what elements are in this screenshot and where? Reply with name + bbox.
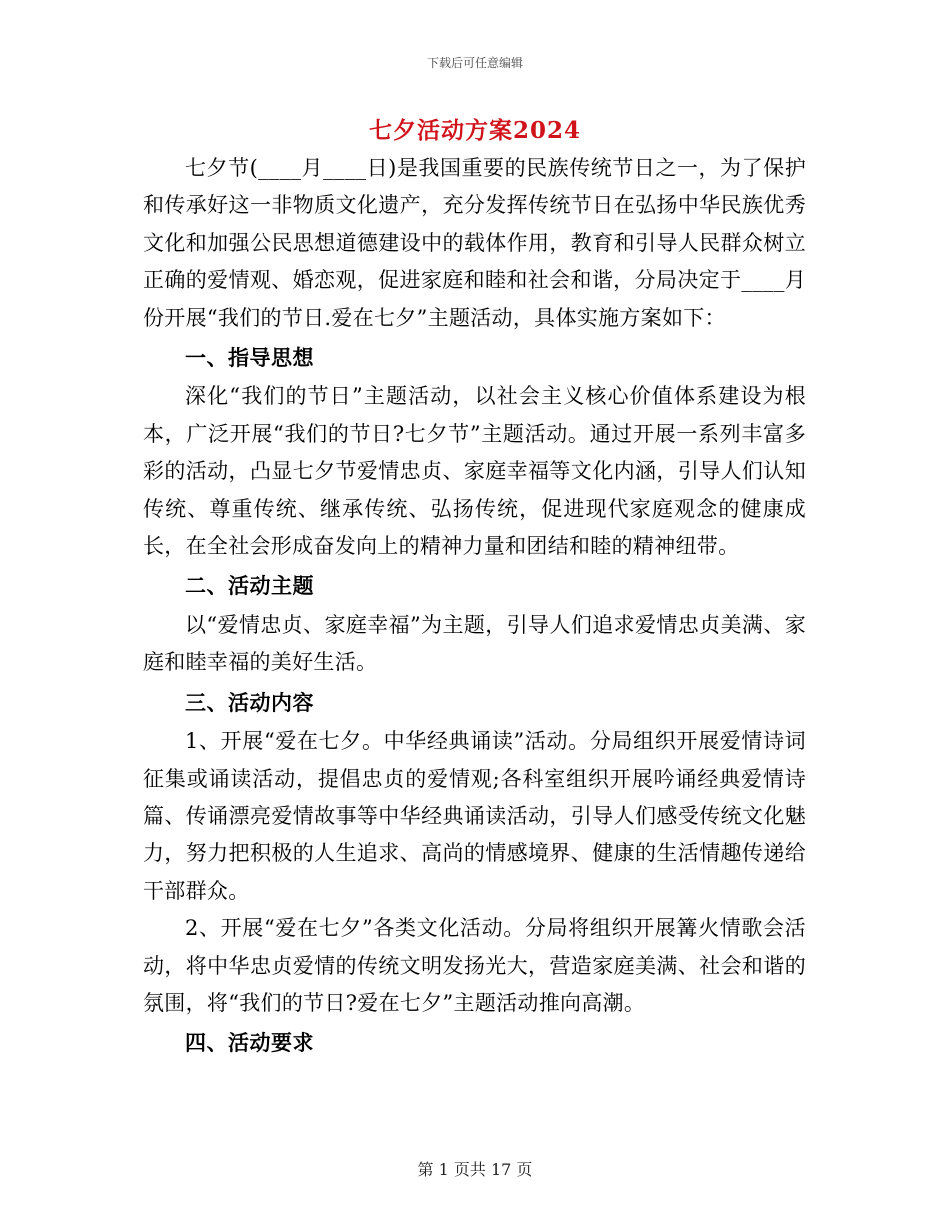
document-body — [143, 150, 806, 1064]
section-activity-theme — [143, 565, 806, 681]
document-title: 七夕活动方案2024 — [368, 117, 581, 144]
section-heading: 四、活动要求 — [185, 1030, 314, 1056]
section-heading: 三、活动内容 — [185, 689, 314, 715]
intro-paragraph: 七夕节(____月____日)是我国重要的民族传统节日之一，为了保护和传承好这一非物质文化遗产，充分发挥传统节日在弘扬中华民族优秀文化和加强公民思想道德建设中的载体作用，教育和引导人民群众树立正确的爱情观、婚恋观，促进家庭和睦和社会和谐，分局决定于____月份开展“我们的节日.爱在七夕”主题活动，具体实施方案如下： — [143, 156, 806, 330]
section-paragraph: 1、开展“爱在七夕。中华经典诵读”活动。分局组织开展爱情诗词征集或诵读活动，提倡忠贞的爱情观;各科室组织开展吟诵经典爱情诗篇、传诵漂亮爱情故事等中华经典诵读活动，引导人们感受传统文化魅力，努力把积极的人生追求、高尚的情感境界、健康的生活情趣传递给干部群众。 — [143, 729, 806, 903]
section-activity-content — [143, 682, 806, 1023]
section-paragraph: 深化“我们的节日”主题活动，以社会主义核心价值体系建设为根本，广泛开展“我们的节日?七夕节”主题活动。通过开展一系列丰富多彩的活动，凸显七夕节爱情忠贞、家庭幸福等文化内涵，引导人们认知传统、尊重传统、继承传统、弘扬传统，促进现代家庭观念的健康成长，在全社会形成奋发向上的精神力量和团结和睦的精神纽带。 — [143, 384, 806, 559]
section-heading: 二、活动主题 — [185, 573, 314, 599]
section-paragraph: 2、开展“爱在七夕”各类文化活动。分局将组织开展篝火情歌会活动，将中华忠贞爱情的传统文明发扬光大，营造家庭美满、社会和谐的氛围，将“我们的节日?爱在七夕”主题活动推向高潮。 — [143, 916, 806, 1015]
section-guiding-ideology — [143, 337, 806, 565]
section-paragraph: 以“爱情忠贞、家庭幸福”为主题，引导人们追求爱情忠贞美满、家庭和睦幸福的美好生活。 — [143, 612, 806, 675]
section-heading: 一、指导思想 — [185, 345, 314, 371]
header-note: 下载后可任意编辑 — [426, 56, 523, 70]
page-footer: 第 1 页共 17 页 — [417, 1160, 533, 1179]
section-activity-requirements — [143, 1022, 806, 1063]
